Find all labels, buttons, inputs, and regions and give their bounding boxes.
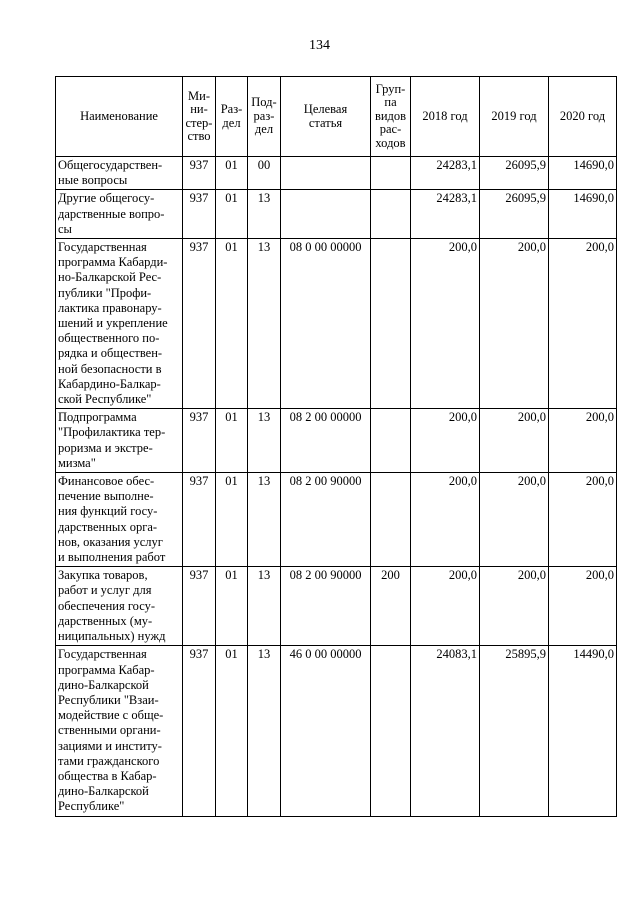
row-subsection: 13 — [248, 646, 281, 816]
row-ministry: 937 — [183, 473, 216, 567]
row-amount-2018: 24283,1 — [411, 190, 480, 239]
table-row — [56, 646, 617, 816]
page-number: 134 — [309, 38, 330, 53]
row-amount-2019: 26095,9 — [480, 190, 549, 239]
row-section: 01 — [216, 646, 248, 816]
header-target: Целевая статья — [281, 77, 371, 157]
row-name: Другие общегосу- дарственные вопро- сы — [56, 190, 183, 239]
row-amount-2020: 200,0 — [549, 473, 617, 567]
row-amount-2018: 200,0 — [411, 473, 480, 567]
row-amount-2018: 24083,1 — [411, 646, 480, 816]
row-name: Финансовое обес- печение выполне- ния функций госу- дарственных орга- нов, оказания услуг и выполнения работ — [56, 473, 183, 567]
header-2020: 2020 год — [549, 77, 617, 157]
header-2018: 2018 год — [411, 77, 480, 157]
row-subsection: 13 — [248, 473, 281, 567]
row-expense-group — [371, 239, 411, 409]
row-name: Закупка товаров, работ и услуг для обеспечения госу- дарственных (му- ниципальных) нужд — [56, 567, 183, 646]
row-target — [281, 157, 371, 190]
row-target: 08 2 00 00000 — [281, 409, 371, 473]
row-ministry: 937 — [183, 239, 216, 409]
row-amount-2019: 200,0 — [480, 473, 549, 567]
row-expense-group — [371, 473, 411, 567]
header-expense-group: Груп- па видов рас- ходов — [371, 77, 411, 157]
row-expense-group — [371, 409, 411, 473]
row-section: 01 — [216, 409, 248, 473]
header-ministry: Ми- ни- стер- ство — [183, 77, 216, 157]
row-amount-2019: 200,0 — [480, 409, 549, 473]
table-header-row — [56, 77, 617, 157]
row-subsection: 13 — [248, 409, 281, 473]
row-section: 01 — [216, 190, 248, 239]
row-target: 08 2 00 90000 — [281, 473, 371, 567]
row-ministry: 937 — [183, 567, 216, 646]
table-row — [56, 190, 617, 239]
row-amount-2020: 14690,0 — [549, 157, 617, 190]
row-name: Государственная программа Кабар- дино-Балкарской Республики "Взаи- модействие с обще- ственными органи- зациями и институ- тами гражданского общества в Кабар- дино-Балкарской Республике" — [56, 646, 183, 816]
table-row — [56, 239, 617, 409]
table-row — [56, 157, 617, 190]
header-section: Раз- дел — [216, 77, 248, 157]
row-ministry: 937 — [183, 646, 216, 816]
header-name: Наименование — [56, 77, 183, 157]
row-ministry: 937 — [183, 157, 216, 190]
row-expense-group — [371, 646, 411, 816]
row-subsection: 00 — [248, 157, 281, 190]
row-name: Общегосударствен- ные вопросы — [56, 157, 183, 190]
row-expense-group — [371, 190, 411, 239]
row-name: Подпрограмма "Профилактика тер- роризма и экстре- мизма" — [56, 409, 183, 473]
row-expense-group — [371, 157, 411, 190]
table-row — [56, 473, 617, 567]
row-subsection: 13 — [248, 239, 281, 409]
row-target: 08 2 00 90000 — [281, 567, 371, 646]
row-amount-2020: 200,0 — [549, 409, 617, 473]
row-amount-2018: 24283,1 — [411, 157, 480, 190]
row-amount-2020: 200,0 — [549, 239, 617, 409]
row-section: 01 — [216, 567, 248, 646]
row-amount-2020: 200,0 — [549, 567, 617, 646]
table-row — [56, 409, 617, 473]
row-amount-2018: 200,0 — [411, 567, 480, 646]
row-ministry: 937 — [183, 190, 216, 239]
row-amount-2018: 200,0 — [411, 239, 480, 409]
row-expense-group: 200 — [371, 567, 411, 646]
row-ministry: 937 — [183, 409, 216, 473]
row-target: 08 0 00 00000 — [281, 239, 371, 409]
header-subsection: Под- раз- дел — [248, 77, 281, 157]
row-subsection: 13 — [248, 190, 281, 239]
row-subsection: 13 — [248, 567, 281, 646]
header-2019: 2019 год — [480, 77, 549, 157]
row-amount-2019: 25895,9 — [480, 646, 549, 816]
row-amount-2019: 200,0 — [480, 567, 549, 646]
row-section: 01 — [216, 239, 248, 409]
table-row — [56, 567, 617, 646]
row-amount-2018: 200,0 — [411, 409, 480, 473]
row-amount-2020: 14490,0 — [549, 646, 617, 816]
row-amount-2020: 14690,0 — [549, 190, 617, 239]
row-amount-2019: 26095,9 — [480, 157, 549, 190]
row-target: 46 0 00 00000 — [281, 646, 371, 816]
budget-table — [55, 76, 617, 817]
row-name: Государственная программа Кабарди- но-Балкарской Рес- публики "Профи- лактика правонару- шений и укрепление общественного по- рядка и обществен- ной безопасности в Кабардино-Балкар- ской Республике" — [56, 239, 183, 409]
row-amount-2019: 200,0 — [480, 239, 549, 409]
row-section: 01 — [216, 157, 248, 190]
row-section: 01 — [216, 473, 248, 567]
row-target — [281, 190, 371, 239]
